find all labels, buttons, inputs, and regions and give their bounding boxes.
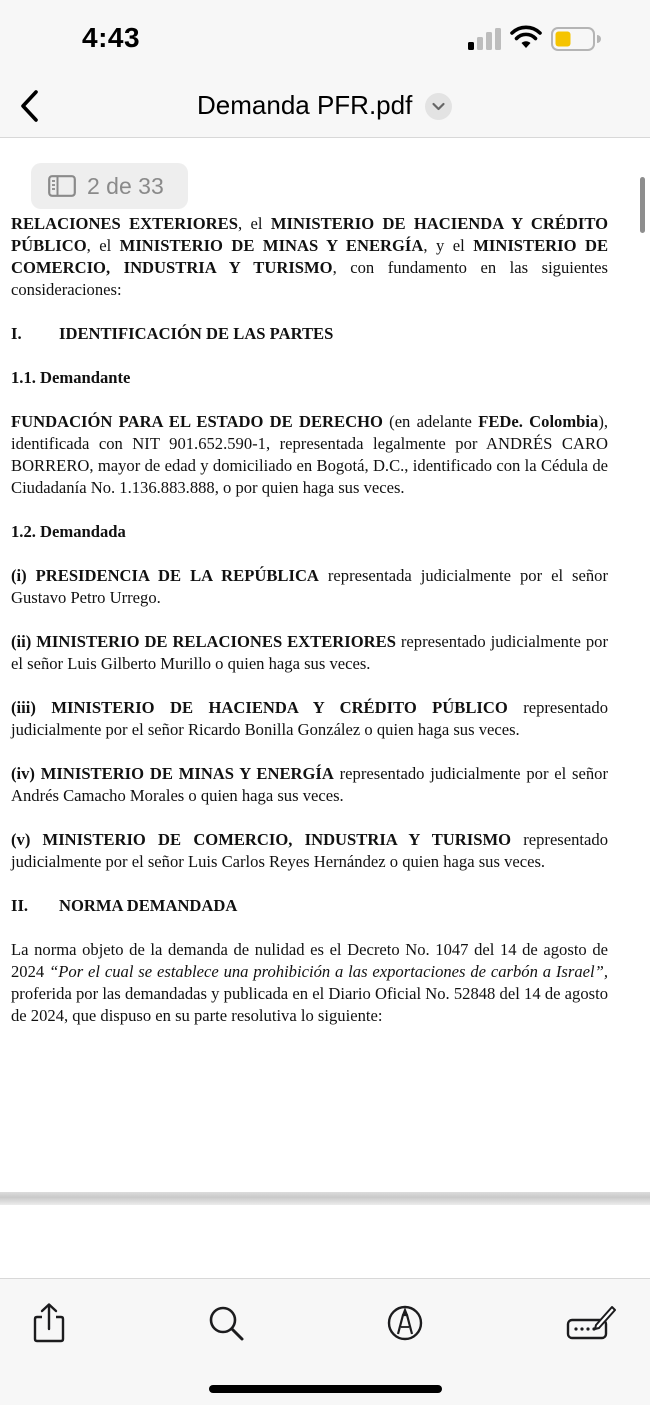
scrollbar-thumb[interactable] bbox=[640, 177, 645, 233]
subheading-demandante: 1.1. Demandante bbox=[11, 368, 131, 387]
subheading-demandada: 1.2. Demandada bbox=[11, 522, 126, 541]
back-chevron-icon[interactable] bbox=[14, 86, 48, 126]
party-item: (iii) MINISTERIO DE HACIENDA Y CRÉDITO PÚBLICO representado judicialmente por el señor Ricardo Bonilla González o quien haga sus veces. bbox=[11, 698, 608, 739]
pdf-document-viewer[interactable] bbox=[0, 139, 650, 1192]
pdf-page-content bbox=[11, 213, 608, 1027]
share-icon[interactable] bbox=[27, 1301, 71, 1345]
document-title[interactable]: Demanda PFR.pdf bbox=[197, 90, 413, 120]
norma-paragraph: La norma objeto de la demanda de nulidad es el Decreto No. 1047 del 14 de agosto de 2024 “Por el cual se establece una prohibición a las exportaciones de carbón a Israel”, proferida por las demandadas y publicada en el Diario Oficial No. 52848 del 14 de agosto de 2024, que dispuso en su parte resolutiva lo siguiente: bbox=[11, 940, 608, 1025]
party-item: (ii) MINISTERIO DE RELACIONES EXTERIORES representado judicialmente por el señor Luis Gilberto Murillo o quien haga sus veces. bbox=[11, 632, 608, 673]
page-separator bbox=[0, 1192, 650, 1205]
search-icon[interactable] bbox=[204, 1301, 248, 1345]
markup-icon[interactable] bbox=[383, 1301, 427, 1345]
intro-paragraph: RELACIONES EXTERIORES, el MINISTERIO DE HACIENDA Y CRÉDITO PÚBLICO, el MINISTERIO DE MINAS Y ENERGÍA, y el MINISTERIO DE COMERCIO, INDUSTRIA Y TURISMO, con fundamento en las siguientes consideraciones: bbox=[11, 214, 609, 299]
party-item: (i) PRESIDENCIA DE LA REPÚBLICA representada judicialmente por el señor Gustavo Petro Urrego. bbox=[11, 566, 608, 607]
home-indicator[interactable] bbox=[209, 1385, 442, 1393]
wifi-icon bbox=[510, 24, 542, 50]
demandante-paragraph: FUNDACIÓN PARA EL ESTADO DE DERECHO (en adelante FEDe. Colombia), identificada con NIT 901.652.590-1, representada legalmente por ANDRÉS CARO BORRERO, mayor de edad y domiciliado en Bogotá, D.C., identificado con la Cédula de Ciudadanía No. 1.136.883.888, o por quien haga sus veces. bbox=[11, 412, 608, 497]
keyboard-edit-icon[interactable] bbox=[566, 1301, 616, 1345]
page-indicator[interactable] bbox=[31, 163, 188, 209]
section-heading-1: I. IDENTIFICACIÓN DE LAS PARTES bbox=[11, 324, 334, 343]
navigation-bar bbox=[0, 76, 650, 138]
section-heading-2: II. NORMA DEMANDADA bbox=[11, 896, 238, 915]
bottom-toolbar bbox=[0, 1278, 650, 1405]
next-pdf-page bbox=[0, 1205, 650, 1278]
party-item: (v) MINISTERIO DE COMERCIO, INDUSTRIA Y TURISMO representado judicialmente por el señor Luis Carlos Reyes Hernández o quien haga sus veces. bbox=[11, 830, 608, 871]
thumbnails-icon bbox=[48, 175, 76, 197]
battery-icon bbox=[551, 27, 601, 51]
page-indicator-text: 2 de 33 bbox=[87, 173, 164, 199]
cellular-signal-icon bbox=[468, 28, 502, 50]
status-time: 4:43 bbox=[82, 22, 141, 53]
status-bar bbox=[0, 0, 650, 76]
chevron-down-icon bbox=[425, 93, 452, 120]
party-item: (iv) MINISTERIO DE MINAS Y ENERGÍA representado judicialmente por el señor Andrés Camacho Morales o quien haga sus veces. bbox=[11, 764, 608, 805]
title-menu-button[interactable] bbox=[425, 93, 452, 120]
